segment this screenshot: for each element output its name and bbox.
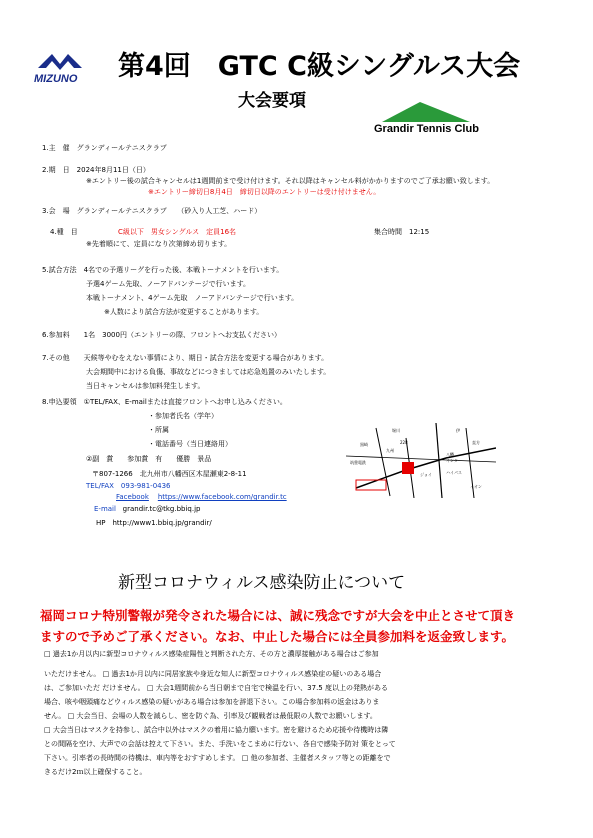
apply-line-1: 8.申込要領 ①TEL/FAX、E-mailまたは直接フロントへお申し込みください。 (42, 398, 287, 406)
map-label: 228 (400, 440, 408, 445)
map-label: 黒崎 (360, 442, 368, 447)
covid-paragraph: 場合、咳や咽頭痛などウィルス感染の疑いがある場合は参加を辞退下さい。この場合参加料の返金はありま (44, 698, 380, 706)
covid-paragraph: □ 過去1か月以内に新型コロナウィルス感染症陽性と判断された方、その方と濃厚接触がある場合はご参加 (44, 650, 379, 658)
other-line-2: 大会期間中における負傷、事故などにつきましては応急処置のみいたします。 (86, 368, 331, 376)
map-label: インター (446, 458, 462, 463)
covid-warning-2: ますので予めご了承ください。なお、中止した場合には全員参加料を返金致します。 (40, 629, 515, 644)
event-value: C級以下 男女シングルス 定員16名 (118, 228, 237, 236)
access-map (346, 418, 496, 498)
venue-line: 3.会 場 グランディールテニスクラブ （砂入り人工芝、ハード） (42, 207, 262, 215)
apply-line-2: ・参加者氏名（学年） (148, 412, 218, 420)
covid-paragraph: きるだけ2ｍ以上確保すること。 (44, 768, 147, 776)
event-label: 4.種 目 (50, 228, 78, 236)
organizer-line: 1.主 催 グランディールテニスクラブ (42, 144, 167, 152)
map-label: 八幡 (446, 452, 454, 457)
format-line-2: 予選4ゲーム先取、ノーアドバンテージで行います。 (86, 280, 251, 288)
fee-line: 6.参加料 1名 3000円（エントリーの際、フロントへお支払ください） (42, 331, 281, 339)
other-line-1: 7.その他 天候等やむをえない事情により、期日・試合方法を変更する場合があります。 (42, 354, 329, 362)
covid-paragraph: いただけません。 □ 過去1か月以内に同居家族や身近な知人に新型コロナウィルス感染症の疑いのある場合 (44, 670, 382, 678)
apply-line-3: ・所属 (148, 426, 169, 434)
covid-warning-1: 福岡コロナ特別警報が発令された場合には、誠に残念ですが大会を中止とさせて頂き (40, 608, 516, 623)
email-label: E-mail (94, 505, 116, 513)
date-note: ※エントリー後の試合キャンセルは1週間前まで受け付けます。それ以降はキャンセル料がかかりますのでご了承お願い致します。 (86, 177, 495, 185)
covid-paragraph: は、ご参加いただ だけません。 □ 大会1週間前から当日朝まで自宅で検温を行い、37.5 度以上の発熱がある (44, 684, 388, 692)
address-line: 〒807-1266 北九州市八幡西区木屋瀬東2-8-11 (92, 470, 247, 478)
map-label: 九州 (386, 448, 394, 453)
covid-paragraph: との間隔を空け、大声での会話は控えて下さい。また、手洗いをこまめに行ない、各自で感染予防対 策をとって (44, 740, 396, 748)
map-label: 伊 (456, 428, 460, 433)
email-address[interactable]: grandir.tc@tkg.bbiq.jp (122, 505, 201, 513)
format-line-4: ※人数により試合方法が変更することがあります。 (104, 308, 264, 316)
club-logo (370, 98, 490, 140)
facebook-line (116, 493, 287, 502)
covid-heading: 新型コロナウィルス感染防止について (118, 573, 406, 593)
prize-line: ②副 賞 参加賞 有 優勝 景品 (86, 455, 212, 463)
mizuno-logo (30, 48, 100, 88)
format-line-3: 本戦トーナメント、4ゲーム先取 ノーアドバンテージで行います。 (86, 294, 299, 302)
format-line-1: 5.試合方法 4名での予選リーグを行った後、本戦トーナメントを行います。 (42, 266, 284, 274)
map-label: ジョイ (420, 472, 432, 477)
deadline-note: ※エントリー締切日8月4日 締切日以降のエントリーは受け付けません。 (148, 188, 381, 196)
other-line-3: 当日キャンセルは参加料発生します。 (86, 382, 205, 390)
meet-time: 集合時間 12:15 (374, 228, 430, 236)
venue-marker (402, 462, 414, 474)
map-label: 直方 (472, 440, 480, 445)
brand-text: MIZUNO (34, 73, 78, 85)
page-subtitle: 大会要項 (238, 91, 306, 111)
map-label: 堀川 (392, 428, 400, 433)
email-line (94, 505, 201, 514)
hp-line[interactable]: HP http://www1.bbiq.jp/grandir/ (96, 519, 212, 527)
map-label: 筑豊電鉄 (350, 460, 366, 465)
apply-line-4: ・電話番号（当日連絡用） (148, 440, 232, 448)
date-line: 2.期 日 2024年8月11日（日） (42, 166, 150, 174)
covid-paragraph: □ 大会当日はマスクを持参し、試合中以外はマスクの着用に協力願います。密を避けるため応援や待機時は隣 (44, 726, 389, 734)
map-label: イオン (470, 484, 482, 489)
facebook-link[interactable]: https://www.facebook.com/grandir.tc (157, 493, 287, 501)
covid-paragraph: せん。 □ 大会当日、会場の人数を減らし、密を防ぐ為、引率及び観戦者は最低限の人数でお願いします。 (44, 712, 377, 720)
facebook-label[interactable]: Facebook (116, 493, 149, 501)
event-note: ※先着順にて、定員になり次第締め切ります。 (86, 240, 232, 248)
map-label: ハイパス (446, 470, 462, 475)
page-title: 第4回 GTC C級シングルス大会 (118, 51, 521, 82)
tel-line: TEL/FAX 093-981-0436 (86, 482, 171, 490)
covid-paragraph: 下さい。引率者の長時間の待機は、車内等をおすすめします。 □ 他の参加者、主催者スタッフ等との距離をで (44, 754, 391, 762)
club-logo-text: Grandir Tennis Club (374, 123, 479, 135)
